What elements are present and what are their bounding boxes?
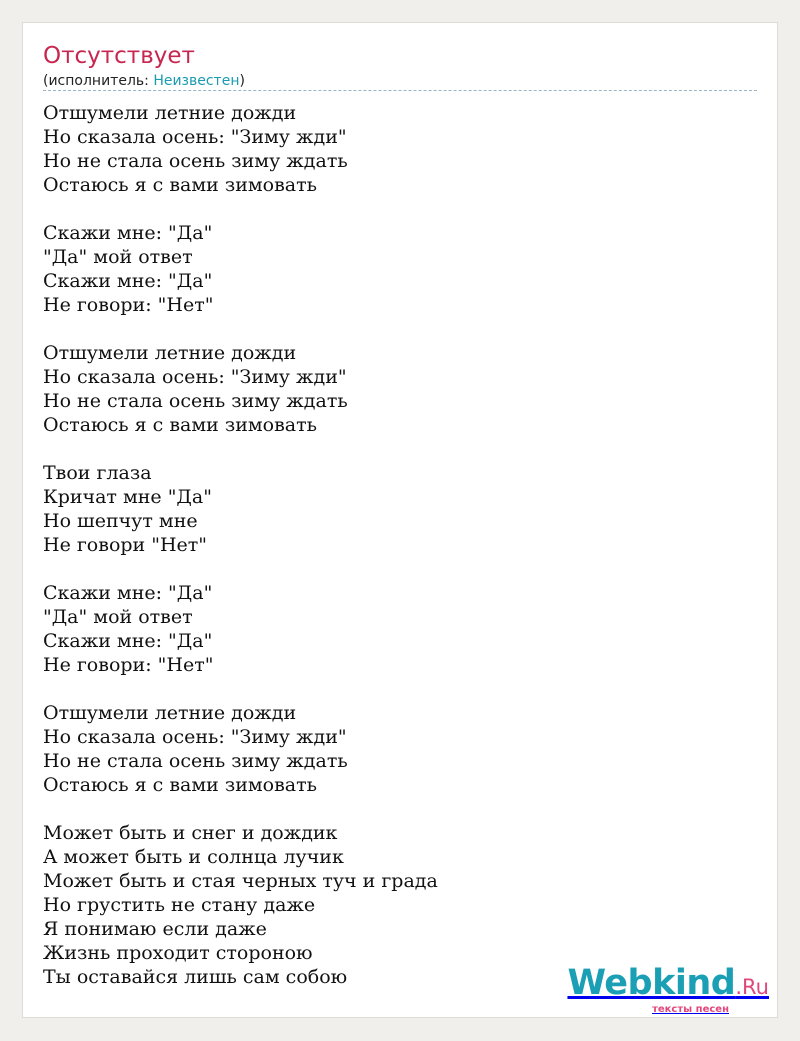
- song-title: Отсутствует: [43, 43, 195, 69]
- lyric-line: Отшумели летние дожди: [43, 342, 297, 364]
- lyric-line: Но грустить не стану даже: [43, 894, 316, 916]
- logo-wordmark: [567, 963, 769, 1004]
- lyric-line: Но не стала осень зиму ждать: [43, 390, 348, 412]
- lyrics-stanza: [43, 221, 743, 317]
- lyrics-stanza: [43, 461, 743, 557]
- artist-prefix: (исполнитель:: [43, 73, 154, 89]
- lyric-line: Кричат мне "Да": [43, 486, 212, 508]
- lyrics-body: [43, 101, 743, 1013]
- lyrics-stanza: [43, 581, 743, 677]
- lyric-line: Отшумели летние дожди: [43, 702, 297, 724]
- lyric-line: Я понимаю если даже: [43, 918, 267, 940]
- lyric-line: "Да" мой ответ: [43, 246, 193, 268]
- lyric-line: "Да" мой ответ: [43, 606, 193, 628]
- artist-link[interactable]: Неизвестен: [153, 73, 240, 89]
- lyric-line: Не говори "Нет": [43, 534, 208, 556]
- lyric-line: Остаюсь я с вами зимовать: [43, 414, 317, 436]
- lyric-line: Скажи мне: "Да": [43, 222, 213, 244]
- logo-suffix: .Ru: [735, 975, 769, 999]
- lyric-line: Остаюсь я с вами зимовать: [43, 774, 317, 796]
- lyric-line: Может быть и снег и дождик: [43, 822, 338, 844]
- lyric-line: А может быть и солнца лучик: [43, 846, 344, 868]
- lyric-line: Но не стала осень зиму ждать: [43, 150, 348, 172]
- lyrics-card: [22, 22, 778, 1018]
- lyrics-stanza: [43, 101, 743, 197]
- lyric-line: Жизнь проходит стороною: [43, 942, 313, 964]
- artist-suffix: ): [239, 73, 245, 89]
- logo-main-text: Webkind: [567, 963, 736, 1003]
- logo-tagline: тексты песен: [652, 1004, 729, 1015]
- lyric-line: Но не стала осень зиму ждать: [43, 750, 348, 772]
- lyric-line: Скажи мне: "Да": [43, 582, 213, 604]
- lyric-line: Но сказала осень: "Зиму жди": [43, 366, 347, 388]
- divider: [43, 90, 757, 91]
- lyric-line: Скажи мне: "Да": [43, 270, 213, 292]
- lyric-line: Но шепчут мне: [43, 510, 198, 532]
- lyric-line: Ты оставайся лишь сам собою: [43, 966, 348, 988]
- artist-line: [43, 72, 245, 90]
- lyrics-stanza: [43, 701, 743, 797]
- lyrics-stanza: [43, 341, 743, 437]
- webkind-logo[interactable]: [567, 963, 769, 1015]
- lyric-line: Скажи мне: "Да": [43, 630, 213, 652]
- lyric-line: Остаюсь я с вами зимовать: [43, 174, 317, 196]
- lyric-line: Не говори: "Нет": [43, 294, 214, 316]
- lyric-line: Отшумели летние дожди: [43, 102, 297, 124]
- lyric-line: Но сказала осень: "Зиму жди": [43, 126, 347, 148]
- lyric-line: Может быть и стая черных туч и града: [43, 870, 438, 892]
- lyric-line: Но сказала осень: "Зиму жди": [43, 726, 347, 748]
- lyric-line: Не говори: "Нет": [43, 654, 214, 676]
- lyric-line: Твои глаза: [43, 462, 152, 484]
